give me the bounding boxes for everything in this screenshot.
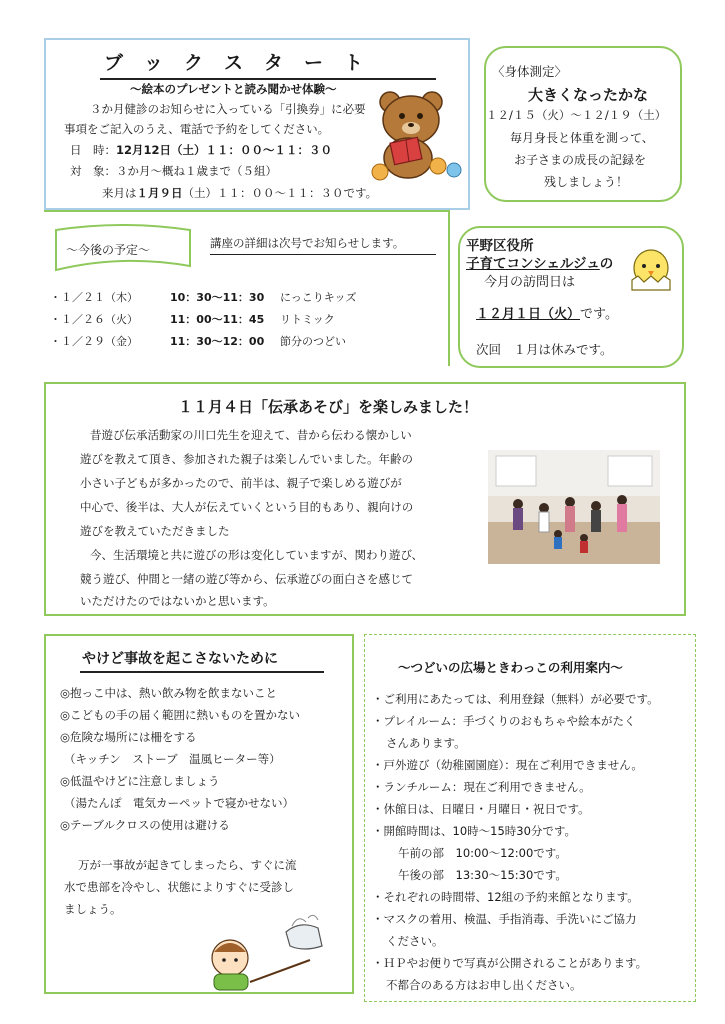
concierge-visit-label: 今月の訪問日は (484, 275, 576, 290)
burn-safety-text-3: ◎危険な場所には柵をする (60, 730, 197, 744)
event-text-4: 中心で、後半は、大人が伝えていくという目的もあり、親向けの (80, 500, 414, 514)
event-title: １１月４日「伝承あそび」を楽しみました！ (178, 398, 479, 416)
concierge-next: 次回 １月は休みです。 (476, 342, 613, 357)
book-start-title: ブ ッ ク ス タ ー ト (104, 52, 365, 74)
book-start-target-value: ３か月～概ね１歳まで（５組） (116, 164, 277, 178)
concierge-date: １２月１日（火） (476, 307, 581, 322)
book-start-next-prefix: 来月は (102, 186, 137, 200)
child-spilling-kettle-icon (200, 912, 336, 992)
usage-info-text-10: ・それぞれの時間帯、12組の予約来館となります。 (372, 890, 639, 904)
usage-info-text-6: ・休館日は、日曜日・月曜日・祝日です。 (372, 802, 590, 816)
concierge-title-line (466, 258, 613, 272)
schedule-item-2-time: 11：00～11：45 (170, 313, 265, 326)
book-start-next (102, 188, 377, 200)
usage-info-text-11: ・マスクの着用、検温、手指消毒、手洗いにご協力 (372, 912, 637, 926)
burn-safety-advice-3: ましょう。 (64, 902, 122, 916)
body-measurement-title: 大きくなったかな (528, 86, 649, 104)
concierge-particle: の (599, 256, 614, 272)
burn-safety-advice-2: 水で患部を冷やし、状態によりすぐに受診し (64, 880, 294, 894)
concierge-date-suffix: です。 (580, 307, 618, 322)
schedule-item-2-name: リトミック (280, 313, 335, 326)
usage-info-text-2: ・プレイルーム：手づくりのおもちゃや絵本がたく (372, 714, 636, 728)
book-start-next-suffix: （土）１１：００～１１：３０です。 (182, 186, 378, 200)
schedule-item-1-name: にっこりキッズ (280, 291, 357, 304)
bear-reading-icon (368, 86, 464, 186)
book-start-text-1: ３か月健診のお知らせに入っている「引換券」に必要 (90, 102, 366, 116)
burn-safety-text-6: （湯たんぽ 電気カーペットで寝かせない） (64, 796, 294, 810)
book-start-target (70, 166, 277, 178)
schedule-item-1-date: ・１／２１（木） (50, 291, 138, 304)
schedule-item-3-date: ・１／２９（金） (50, 335, 138, 348)
burn-safety-text-4: （キッチン ストーブ 温風ヒーター等） (64, 752, 281, 766)
book-start-date-label: 日 時： (70, 143, 116, 157)
usage-info-text-14: 不都合のある方はお申し出ください。 (386, 978, 582, 992)
book-start-text-2: 事項をご記入のうえ、電話で予約をしてください。 (64, 122, 330, 136)
burn-safety-advice-1: 万が一事故が起きてしまったら、すぐに流 (78, 858, 297, 872)
burn-safety-title: やけど事故を起こさないために (82, 651, 278, 667)
event-text-6: 今、生活環境と共に遊びの形は変化していますが、関わり遊び、 (90, 548, 424, 562)
concierge-date-line (476, 308, 618, 321)
book-start-subtitle: ～絵本のプレゼントと読み聞かせ体験～ (130, 82, 337, 96)
schedule-item-1-time: 10：30～11：30 (170, 291, 265, 304)
chick-icon (628, 246, 674, 292)
book-start-date (70, 145, 332, 157)
body-measurement-dates: １２/１５（火）～１２/１９（土） (486, 108, 667, 122)
schedule-banner-text: ～今後の予定～ (66, 243, 151, 257)
book-start-target-label: 対 象： (70, 164, 116, 178)
event-photo (488, 450, 660, 564)
book-start-date-value: 12月12日（土）１１：００～１１：３０ (116, 143, 333, 157)
usage-info-text-12: ください。 (386, 934, 444, 948)
book-start-title-underline (100, 78, 436, 80)
burn-safety-title-underline (80, 671, 324, 673)
event-text-1: 昔遊び伝承活動家の川口先生を迎えて、昔から伝わる懐かしい (90, 428, 412, 442)
usage-info-text-9: 午後の部 13:30～15:30です。 (398, 868, 567, 882)
event-text-5: 遊びを教えていただきました (80, 524, 230, 538)
schedule-item-3-time: 11：30～12：00 (170, 335, 265, 348)
burn-safety-text-2: ◎こどもの手の届く範囲に熱いものを置かない (60, 708, 301, 722)
concierge-title: 子育てコンシェルジュ (466, 256, 600, 272)
schedule-item-2-date: ・１／２６（火） (50, 313, 138, 326)
burn-safety-text-5: ◎低温やけどに注意しましょう (60, 774, 220, 788)
body-measurement-heading: 〈身体測定〉 (492, 64, 568, 79)
usage-info-text-3: さんあります。 (386, 736, 466, 750)
usage-info-text-5: ・ランチルーム：現在ご利用できません。 (372, 780, 591, 794)
usage-info-text-13: ・ＨＰやお便りで写真が公開されることがあります。 (372, 956, 648, 970)
usage-info-text-8: 午前の部 10:00～12:00です。 (398, 846, 567, 860)
usage-info-text-7: ・開館時間は、10時～15時30分です。 (372, 824, 576, 838)
body-measurement-text-3: 残しましょう！ (544, 175, 629, 189)
usage-info-text-1: ・ご利用にあたっては、利用登録（無料）が必要です。 (372, 692, 659, 706)
event-text-8: いただけたのではないかと思います。 (80, 594, 275, 608)
body-measurement-text-2: お子さまの成長の記録を (514, 153, 647, 167)
schedule-note-underline (210, 254, 436, 255)
burn-safety-text-7: ◎テーブルクロスの使用は避ける (60, 818, 230, 832)
usage-info-title: ～つどいの広場ときわっこの利用案内～ (398, 660, 623, 675)
book-start-next-date: １月９日 (136, 186, 183, 200)
body-measurement-text-1: 毎月身長と体重を測って、 (510, 131, 654, 145)
burn-safety-text-1: ◎抱っこ中は、熱い飲み物を飲まないこと (60, 686, 278, 700)
schedule-note: 講座の詳細は次号でお知らせします。 (210, 236, 405, 250)
event-text-3: 小さい子どもが多かったので、前半は、親子で楽しめる遊びが (80, 476, 402, 490)
schedule-item-3-name: 節分のつどい (280, 335, 346, 348)
event-text-7: 競う遊び、仲間と一緒の遊び等から、伝承遊びの面白さを感じて (80, 572, 414, 586)
usage-info-text-4: ・戸外遊び（幼稚園園庭）：現在ご利用できません。 (372, 758, 643, 772)
event-text-2: 遊びを教えて頂き、参加された親子は楽しんでいました。年齢の (80, 452, 414, 466)
concierge-office: 平野区役所 (466, 238, 534, 254)
